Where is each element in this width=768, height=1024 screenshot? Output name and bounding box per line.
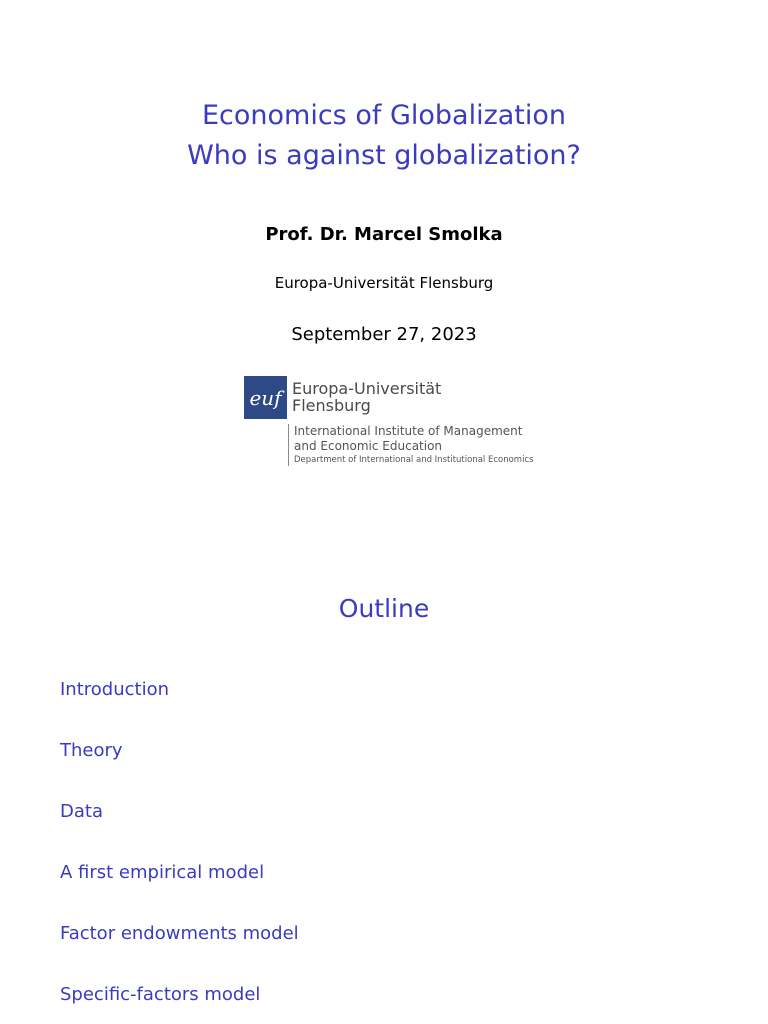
- presentation-date: September 27, 2023: [291, 324, 477, 345]
- author-name: Prof. Dr. Marcel Smolka: [265, 224, 503, 245]
- outline-item-data[interactable]: Data: [60, 801, 103, 822]
- outline-item-first-empirical-model[interactable]: A first empirical model: [60, 862, 265, 883]
- outline-title: Outline: [338, 594, 430, 623]
- euf-logo-mark-text: euf: [249, 386, 282, 410]
- logo-department-name: Department of International and Institutional Economics: [294, 455, 534, 465]
- slide-title-line-2: Who is against globalization?: [187, 140, 581, 171]
- outline-list: [60, 676, 299, 1024]
- logo-institute-name: [294, 424, 522, 454]
- logo-divider: [288, 424, 289, 466]
- logo-university-name: [292, 380, 441, 414]
- logo-institute-line-1: International Institute of Management: [294, 424, 523, 438]
- university-logo: [244, 376, 534, 468]
- logo-institute-line-2: and Economic Education: [294, 439, 443, 453]
- outline-item-specific-factors-model[interactable]: Specific-factors model: [60, 984, 261, 1005]
- logo-name-line-1: Europa-Universität: [292, 379, 442, 398]
- outline-item-introduction[interactable]: Introduction: [60, 679, 170, 700]
- institution-name: Europa-Universität Flensburg: [274, 274, 494, 292]
- outline-item-factor-endowments-model[interactable]: Factor endowments model: [60, 923, 299, 944]
- outline-item-theory[interactable]: Theory: [60, 740, 123, 761]
- euf-logo-mark-icon: [244, 376, 287, 419]
- slide-title-line-1: Economics of Globalization: [201, 100, 567, 131]
- logo-name-line-2: Flensburg: [292, 396, 371, 415]
